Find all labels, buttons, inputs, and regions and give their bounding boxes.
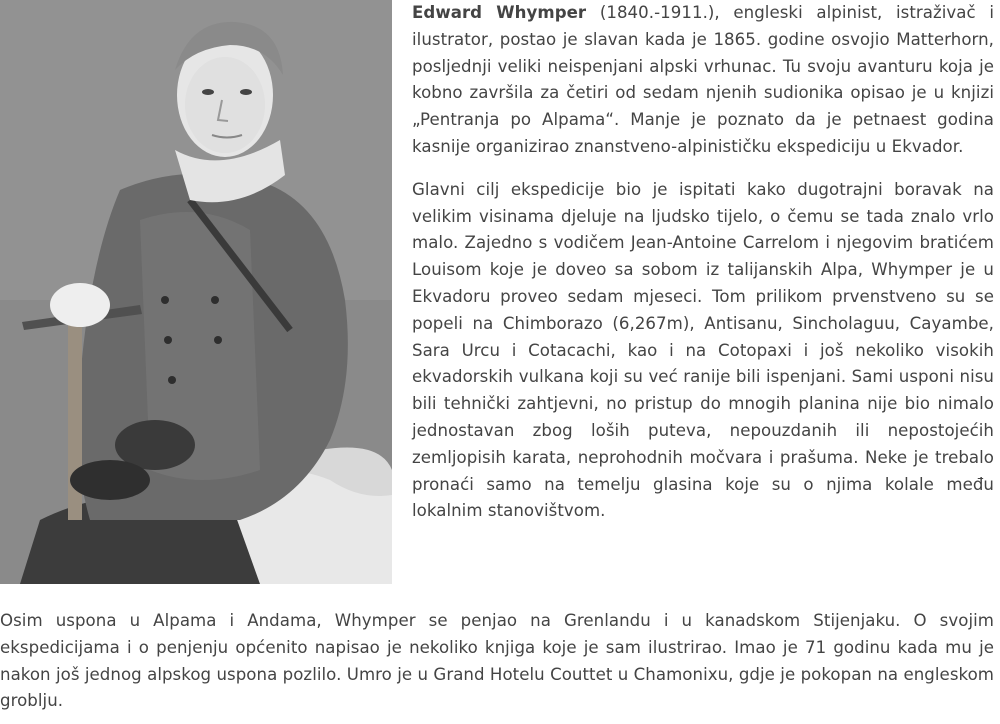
person-name: Edward Whymper xyxy=(412,3,587,22)
paragraph-closing: Osim uspona u Alpama i Andama, Whymper se penjao na Grenlandu i u kanadskom Stijenjaku. O svojim ekspedicijama i o penjenju općenito napisao je nekoliko knjiga koje je sam ilustrirao. Imao je 71 godinu kada mu je nakon još jednog alpskog uspona pozlilo. Umro je u Grand Hotelu Couttet u Chamonixu, gdje je pokopan na engleskom groblju. xyxy=(0,611,994,711)
portrait-photo xyxy=(0,0,392,584)
intro-column xyxy=(412,0,994,525)
paragraph-intro-text: (1840.-1911.), engleski alpinist, istraživač i ilustrator, postao je slavan kada je 1865. godine osvojio Matterhorn, posljednji veliki neispenjani alpski vrhunac. Tu svoju avanturu koja je kobno završila za četiri od sedam njenih sudionika opisao je u knjizi „Pentranja po Alpama“. Manje je poznato da je petnaest godina kasnije organizirao znanstveno-alpinističku ekspediciju u Ekvador. xyxy=(412,3,994,156)
portrait-illustration xyxy=(0,0,392,584)
paragraph-intro xyxy=(412,0,994,161)
paragraph-expedition: Glavni cilj ekspedicije bio je ispitati kako dugotrajni boravak na velikim visinama djeluje na ljudsko tijelo, o čemu se tada znalo vrlo malo. Zajedno s vodičem Jean-Antoine Carrelom i njegovim bratićem Louisom koje je doveo sa sobom iz talijanskih Alpa, Whymper je u Ekvadoru proveo sedam mjeseci. Tom prilikom prvenstveno su se popeli na Chimborazo (6,267m), Antisanu, Sincholaguu, Cayambe, Sara Urcu i Cotacachi, kao i na Cotopaxi i još nekoliko visokih ekvadorskih vulkana koji su već ranije bili ispenjani. Sami usponi nisu bili tehnički zahtjevni, no pristup do mnogih planina nije bio nimalo jednostavan zbog loših puteva, nepouzdanih ili nepostojećih zemljopisih karata, neprohodnih močvara i prašuma. Neke je trebalo pronaći samo na temelju glasina koje su o njima kolale među lokalnim stanovištvom. xyxy=(412,179,994,521)
closing-section xyxy=(0,608,994,715)
